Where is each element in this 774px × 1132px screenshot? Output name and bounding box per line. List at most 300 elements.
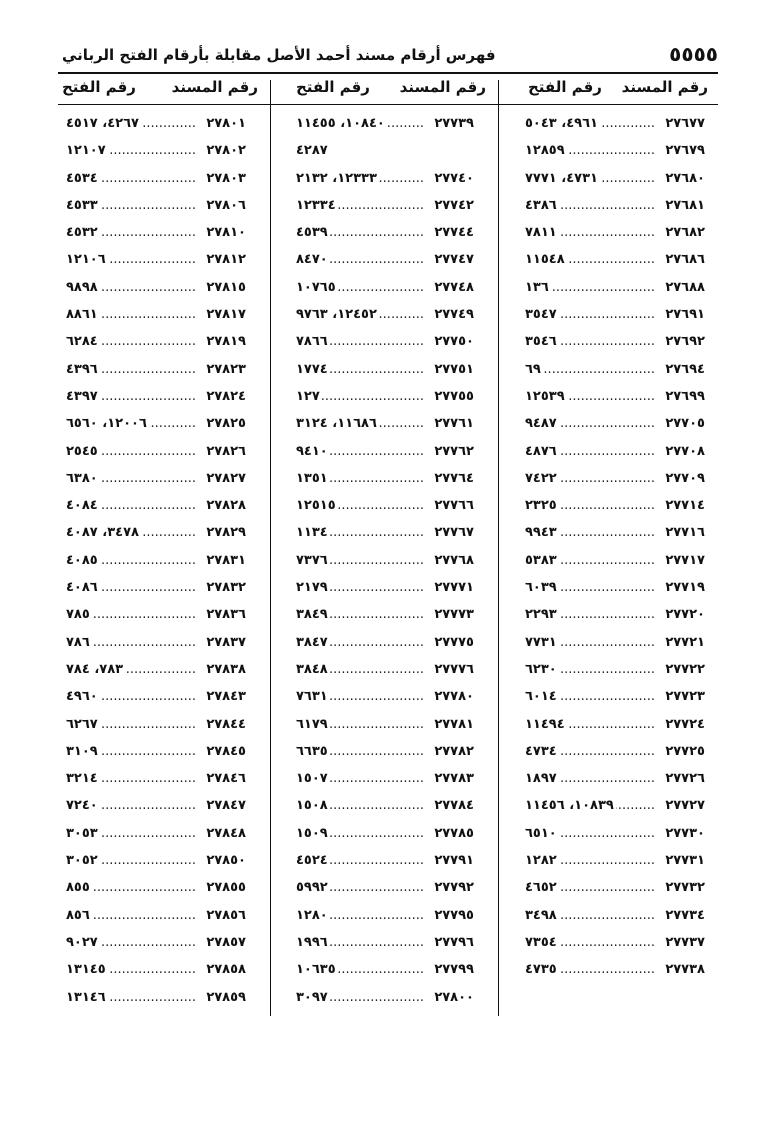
index-row xyxy=(66,629,246,656)
index-row xyxy=(296,874,474,901)
index-row xyxy=(296,765,474,792)
musnad-number: ٢٧٧٣٧ xyxy=(665,934,705,950)
musnad-number: ٢٧٦٧٧ xyxy=(665,116,705,131)
index-row xyxy=(66,820,246,847)
index-row xyxy=(525,820,705,847)
fath-number: ٤٣٩٧ xyxy=(66,383,100,410)
index-row xyxy=(66,465,246,492)
musnad-number: ٢٧٦٩٩ xyxy=(665,388,705,404)
musnad-number: ٢٧٧٩٢ xyxy=(434,880,474,896)
fath-number: ٤٣٩٦ xyxy=(66,356,100,383)
fath-number: ٧٧٣١ xyxy=(525,629,559,656)
musnad-number: ٢٧٦٨٦ xyxy=(665,252,705,268)
fath-number: ٦٠٣٩ xyxy=(525,574,559,601)
musnad-number: ٢٧٨٣٧ xyxy=(206,634,246,650)
fath-number: ٤٥٣٢ xyxy=(66,219,100,246)
page-number: ٥٥٥٥ xyxy=(669,42,718,66)
index-row xyxy=(296,492,474,519)
musnad-number: ٢٧٧٣٩ xyxy=(434,116,474,131)
musnad-number: ٢٧٧٢٢ xyxy=(665,661,705,677)
musnad-number: ٢٧٨٣٢ xyxy=(206,580,246,596)
musnad-number: ٢٧٨٤٣ xyxy=(206,689,246,705)
fath-number: ١٢٤٥٢، ٩٧٦٣ xyxy=(296,301,379,328)
index-row xyxy=(66,874,246,901)
fath-number: ٤٥٣٣ xyxy=(66,192,100,219)
fath-number: ١٠٨٣٩، ١١٤٥٦ xyxy=(525,792,616,819)
index-row xyxy=(525,137,705,164)
index-row xyxy=(525,629,705,656)
musnad-number: ٢٧٨٢٩ xyxy=(206,525,246,541)
index-row xyxy=(296,984,474,1011)
fath-number: ١٠٨٤٠، ١١٤٥٥ xyxy=(296,110,387,137)
fath-number: ٨٥٦ xyxy=(66,902,92,929)
fath-number: ٤٧٣٤ xyxy=(525,738,559,765)
fath-number: ١٨٩٧ xyxy=(525,765,559,792)
musnad-number: ٢٧٧٦٨ xyxy=(434,552,474,568)
fath-number: ١٧٧٤ xyxy=(296,356,330,383)
index-row xyxy=(525,274,705,301)
fath-number: ٦٢٨٤ xyxy=(66,328,100,355)
index-row xyxy=(296,274,474,301)
index-row xyxy=(525,110,705,137)
fath-number: ٤٠٨٤ xyxy=(66,492,100,519)
dot-leader xyxy=(525,356,655,383)
fath-number: ٣٤٩٨ xyxy=(525,902,559,929)
musnad-number: ٢٧٧٩١ xyxy=(434,853,474,869)
fath-number: ٣٨٤٨ xyxy=(296,656,330,683)
fath-number: ٣٨٤٧ xyxy=(296,629,330,656)
index-row xyxy=(66,574,246,601)
musnad-number: ٢٧٧٣٨ xyxy=(665,962,705,978)
fath-number: ٤٩٦١، ٥٠٤٣ xyxy=(525,110,600,137)
index-row xyxy=(66,656,246,683)
musnad-number: ٢٧٨٣٨ xyxy=(206,661,246,677)
index-row xyxy=(296,356,474,383)
fath-number: ١٢٣٣٣، ٢١٣٢ xyxy=(296,165,379,192)
fath-number: ١١٦٨٦، ٣١٢٤ xyxy=(296,410,379,437)
index-row xyxy=(296,328,474,355)
index-row xyxy=(296,929,474,956)
fath-number: ٦٣٨٠ xyxy=(66,465,100,492)
index-row xyxy=(296,629,474,656)
fath-number: ٧٣٥٤ xyxy=(525,929,559,956)
fath-number: ٤٨٧٦ xyxy=(525,438,559,465)
column-header-left xyxy=(62,78,258,102)
fath-number: ٢٢٩٣ xyxy=(525,601,559,628)
index-row xyxy=(525,738,705,765)
fath-number: ٧٨٣، ٧٨٤ xyxy=(66,656,125,683)
musnad-number: ٢٧٨٥٦ xyxy=(206,907,246,923)
fath-number: ٥٣٨٣ xyxy=(525,547,559,574)
fath-number: ١٢٣٣٤ xyxy=(296,192,338,219)
musnad-number: ٢٧٧٢٣ xyxy=(665,689,705,705)
index-row xyxy=(66,438,246,465)
index-row xyxy=(296,519,474,546)
fath-number: ٣٥٤٦ xyxy=(525,328,559,355)
fath-number: ١١٤٩٤ xyxy=(525,711,567,738)
fath-number: ١٣١٤٦ xyxy=(66,984,108,1011)
fath-number: ٧٢٤٠ xyxy=(66,792,100,819)
index-row xyxy=(66,929,246,956)
index-row xyxy=(296,219,474,246)
musnad-number: ٢٧٨٤٧ xyxy=(206,798,246,814)
musnad-number: ٢٧٨٣١ xyxy=(206,552,246,568)
fath-number: ٤٦٥٢ xyxy=(525,874,559,901)
fath-number: ٤٧٣١، ٧٧٧١ xyxy=(525,165,600,192)
fath-number: ٦٠١٤ xyxy=(525,683,559,710)
musnad-number: ٢٧٧٨٥ xyxy=(434,825,474,841)
musnad-number: ٢٧٨٣٦ xyxy=(206,607,246,623)
musnad-number: ٢٧٧٥٥ xyxy=(434,388,474,404)
index-row xyxy=(525,301,705,328)
musnad-number: ٢٧٧١٧ xyxy=(665,552,705,568)
musnad-number: ٢٧٧٢١ xyxy=(665,634,705,650)
fath-number: ٩٩٤٣ xyxy=(525,519,559,546)
fath-number: ٩٤١٠ xyxy=(296,438,330,465)
index-row xyxy=(66,165,246,192)
fath-number: ٧٤٢٢ xyxy=(525,465,559,492)
index-row xyxy=(66,356,246,383)
musnad-number: ٢٧٧٢٤ xyxy=(665,716,705,732)
musnad-number: ٢٧٧٢٥ xyxy=(665,743,705,759)
fath-number: ١٣٦ xyxy=(525,274,551,301)
index-row xyxy=(66,683,246,710)
index-row xyxy=(66,492,246,519)
fath-number: ٦٢٦٧ xyxy=(66,711,100,738)
fath-number: ٢٣٢٥ xyxy=(525,492,559,519)
musnad-number: ٢٧٨١٩ xyxy=(206,334,246,350)
fath-number: ٥٩٩٢ xyxy=(296,874,330,901)
index-row xyxy=(296,847,474,874)
index-row xyxy=(296,137,474,164)
index-row xyxy=(525,792,705,819)
index-row xyxy=(296,301,474,328)
fath-number: ٤٥٣٤ xyxy=(66,165,100,192)
fath-number: ٩٨٩٨ xyxy=(66,274,100,301)
fath-number: ٨٨٦١ xyxy=(66,301,100,328)
index-column-middle xyxy=(296,110,474,1011)
index-row xyxy=(66,847,246,874)
musnad-number: ٢٧٨٤٦ xyxy=(206,771,246,787)
musnad-number: ٢٧٨١٢ xyxy=(206,252,246,268)
musnad-number: ٢٧٨٥٠ xyxy=(206,853,246,869)
musnad-number: ٢٧٧٢٦ xyxy=(665,771,705,787)
fath-number: ٣٥٤٧ xyxy=(525,301,559,328)
fath-number: ٦٥١٠ xyxy=(525,820,559,847)
fath-number: ٣٠٥٣ xyxy=(66,820,100,847)
index-row xyxy=(525,574,705,601)
index-column-left xyxy=(66,110,246,1011)
musnad-number: ٢٧٧٣٠ xyxy=(665,825,705,841)
page-title: فهرس أرقام مسند أحمد الأصل مقابلة بأرقام الفتح الرباني xyxy=(62,46,496,64)
index-row xyxy=(296,601,474,628)
index-row xyxy=(296,711,474,738)
musnad-number: ٢٧٨٠٣ xyxy=(206,170,246,186)
index-row xyxy=(296,410,474,437)
index-row xyxy=(296,956,474,983)
musnad-number: ٢٧٧٧٦ xyxy=(434,661,474,677)
index-row xyxy=(525,601,705,628)
index-row xyxy=(296,192,474,219)
fath-number: ١٢٠٠٦، ٦٥٦٠ xyxy=(66,410,149,437)
musnad-number: ٢٧٧٦٧ xyxy=(434,525,474,541)
index-row xyxy=(525,192,705,219)
index-row xyxy=(525,356,705,383)
index-row xyxy=(66,192,246,219)
fath-number: ٩٤٨٧ xyxy=(525,410,559,437)
musnad-number: ٢٧٨٢٣ xyxy=(206,361,246,377)
musnad-number: ٢٧٧٥١ xyxy=(434,361,474,377)
musnad-number: ٢٧٨٢٤ xyxy=(206,388,246,404)
musnad-number: ٢٧٨٠٠ xyxy=(434,989,474,1005)
musnad-number: ٢٧٧٢٧ xyxy=(665,798,705,814)
fath-number: ١٥٠٩ xyxy=(296,820,330,847)
musnad-number: ٢٧٨٢٧ xyxy=(206,470,246,486)
index-row xyxy=(66,984,246,1011)
fath-number: ٤٣٨٦ xyxy=(525,192,559,219)
index-row xyxy=(66,328,246,355)
musnad-number: ٢٧٧٦١ xyxy=(434,416,474,432)
index-row xyxy=(296,110,474,137)
index-row xyxy=(296,383,474,410)
fath-number: ٤٥٣٩ xyxy=(296,219,330,246)
musnad-number: ٢٧٨٢٨ xyxy=(206,498,246,514)
musnad-number: ٢٧٧٠٥ xyxy=(665,416,705,432)
musnad-number: ٢٧٧٧٥ xyxy=(434,634,474,650)
fath-number: ١٥٠٨ xyxy=(296,792,330,819)
index-row xyxy=(296,738,474,765)
musnad-number: ٢٧٧٧٣ xyxy=(434,607,474,623)
fath-number: ٧٦٣١ xyxy=(296,683,330,710)
fath-number: ١٠٧٦٥ xyxy=(296,274,338,301)
musnad-number: ٢٧٦٩٤ xyxy=(665,361,705,377)
index-row xyxy=(525,219,705,246)
musnad-number: ٢٧٧٨١ xyxy=(434,716,474,732)
musnad-number: ٢٧٨١٥ xyxy=(206,279,246,295)
musnad-number: ٢٧٨٤٨ xyxy=(206,825,246,841)
index-row xyxy=(66,738,246,765)
musnad-number: ٢٧٧١٩ xyxy=(665,580,705,596)
index-row xyxy=(296,438,474,465)
fath-number: ١١٣٤ xyxy=(296,519,330,546)
musnad-number: ٢٧٧٦٢ xyxy=(434,443,474,459)
header-musnad-label: رقم المسند xyxy=(171,78,258,96)
musnad-number: ٢٧٧٩٩ xyxy=(434,962,474,978)
fath-number: ٦١٧٩ xyxy=(296,711,330,738)
index-row xyxy=(525,874,705,901)
index-row xyxy=(66,792,246,819)
index-row xyxy=(66,956,246,983)
fath-number: ١٢١٠٧ xyxy=(66,137,108,164)
fath-number: ٦٦٣٥ xyxy=(296,738,330,765)
index-row xyxy=(525,683,705,710)
musnad-number: ٢٧٨٥٨ xyxy=(206,962,246,978)
index-row xyxy=(525,328,705,355)
fath-number: ٣٤٧٨، ٤٠٨٧ xyxy=(66,519,141,546)
musnad-number: ٢٧٧٨٤ xyxy=(434,798,474,814)
index-row xyxy=(296,165,474,192)
fath-number: ٤٩٦٠ xyxy=(66,683,100,710)
fath-number: ٦٩ xyxy=(525,356,543,383)
musnad-number: ٢٧٨٠٦ xyxy=(206,197,246,213)
fath-number: ١٣٥١ xyxy=(296,465,330,492)
index-row xyxy=(525,465,705,492)
musnad-number: ٢٧٧١٤ xyxy=(665,498,705,514)
index-row xyxy=(66,765,246,792)
musnad-number: ٢٧٨٢٦ xyxy=(206,443,246,459)
header-musnad-label: رقم المسند xyxy=(399,78,486,96)
index-row xyxy=(66,519,246,546)
column-divider-left xyxy=(270,80,271,1016)
musnad-number: ٢٧٦٨١ xyxy=(665,197,705,213)
fath-number: ٤٢٨٧ xyxy=(296,137,330,164)
index-row xyxy=(66,274,246,301)
fath-number: ٤٠٨٥ xyxy=(66,547,100,574)
index-row xyxy=(66,711,246,738)
fath-number: ٣٠٩٧ xyxy=(296,984,330,1011)
musnad-number: ٢٧٨٢٥ xyxy=(206,416,246,432)
musnad-number: ٢٧٧٨٢ xyxy=(434,743,474,759)
musnad-number: ٢٧٧٤٢ xyxy=(434,197,474,213)
fath-number: ٧٨٦٦ xyxy=(296,328,330,355)
index-row xyxy=(66,137,246,164)
fath-number: ٤٥٢٤ xyxy=(296,847,330,874)
header-divider xyxy=(58,104,718,105)
index-row xyxy=(66,301,246,328)
page-header xyxy=(58,38,718,74)
musnad-number: ٢٧٧٣٤ xyxy=(665,907,705,923)
fath-number: ٤٧٣٥ xyxy=(525,956,559,983)
index-row xyxy=(296,465,474,492)
musnad-number: ٢٧٧٢٠ xyxy=(665,607,705,623)
musnad-number: ٢٧٧٤٨ xyxy=(434,279,474,295)
musnad-number: ٢٧٦٩١ xyxy=(665,307,705,323)
index-row xyxy=(296,902,474,929)
fath-number: ١٠٦٣٥ xyxy=(296,956,338,983)
index-row xyxy=(525,246,705,273)
index-row xyxy=(296,683,474,710)
musnad-number: ٢٧٧٦٦ xyxy=(434,498,474,514)
fath-number: ٣٠٥٢ xyxy=(66,847,100,874)
musnad-number: ٢٧٧٩٥ xyxy=(434,907,474,923)
column-divider-right xyxy=(498,80,499,1016)
index-row xyxy=(525,165,705,192)
index-row xyxy=(66,547,246,574)
fath-number: ١٢٨٥٩ xyxy=(525,137,567,164)
column-header-middle xyxy=(296,78,486,102)
musnad-number: ٢٧٧٠٨ xyxy=(665,443,705,459)
fath-number: ١٢٧ xyxy=(296,383,322,410)
index-row xyxy=(525,438,705,465)
index-row xyxy=(525,656,705,683)
fath-number: ٣٨٤٩ xyxy=(296,601,330,628)
header-fath-label: رقم الفتح xyxy=(528,78,602,96)
index-row xyxy=(525,765,705,792)
musnad-number: ٢٧٦٨٢ xyxy=(665,225,705,241)
fath-number: ١١٥٤٨ xyxy=(525,246,567,273)
index-row xyxy=(66,902,246,929)
index-row xyxy=(66,246,246,273)
musnad-number: ٢٧٨٤٤ xyxy=(206,716,246,732)
index-row xyxy=(66,383,246,410)
fath-number: ١٢٥٣٩ xyxy=(525,383,567,410)
index-row xyxy=(525,547,705,574)
index-row xyxy=(296,246,474,273)
musnad-number: ٢٧٦٨٨ xyxy=(665,279,705,295)
musnad-number: ٢٧٨٥٥ xyxy=(206,880,246,896)
index-row xyxy=(525,383,705,410)
musnad-number: ٢٧٨١٠ xyxy=(206,225,246,241)
fath-number: ٤٠٨٦ xyxy=(66,574,100,601)
fath-number: ٨٤٧٠ xyxy=(296,246,330,273)
header-fath-label: رقم الفتح xyxy=(62,78,136,96)
fath-number: ٢١٧٩ xyxy=(296,574,330,601)
fath-number: ٩٠٢٧ xyxy=(66,929,100,956)
musnad-number: ٢٧٧٤٤ xyxy=(434,225,474,241)
musnad-number: ٢٧٨٠٢ xyxy=(206,143,246,159)
musnad-number: ٢٧٦٧٩ xyxy=(665,143,705,159)
fath-number: ١٥٠٧ xyxy=(296,765,330,792)
index-row xyxy=(296,547,474,574)
musnad-number: ٢٧٨٤٥ xyxy=(206,743,246,759)
index-row xyxy=(525,519,705,546)
fath-number: ٢٥٤٥ xyxy=(66,438,100,465)
musnad-number: ٢٧٨٥٩ xyxy=(206,989,246,1005)
musnad-number: ٢٧٧٤٠ xyxy=(434,170,474,186)
musnad-number: ٢٧٧٨٠ xyxy=(434,689,474,705)
fath-number: ٧٨٥ xyxy=(66,601,92,628)
musnad-number: ٢٧٧٤٩ xyxy=(434,307,474,323)
musnad-number: ٢٧٧٧١ xyxy=(434,580,474,596)
musnad-number: ٢٧٦٨٠ xyxy=(665,170,705,186)
index-row xyxy=(525,711,705,738)
fath-number: ١٢٥١٥ xyxy=(296,492,338,519)
index-row xyxy=(525,492,705,519)
index-row xyxy=(296,792,474,819)
fath-number: ١٩٩٦ xyxy=(296,929,330,956)
index-row xyxy=(296,574,474,601)
musnad-number: ٢٧٧٥٠ xyxy=(434,334,474,350)
index-row xyxy=(525,929,705,956)
fath-number: ٣٢١٤ xyxy=(66,765,100,792)
index-row xyxy=(525,956,705,983)
fath-number: ١٢٨٠ xyxy=(296,902,330,929)
musnad-number: ٢٧٧٩٦ xyxy=(434,934,474,950)
index-row xyxy=(66,110,246,137)
header-musnad-label: رقم المسند xyxy=(621,78,708,96)
musnad-number: ٢٧٨١٧ xyxy=(206,307,246,323)
header-fath-label: رقم الفتح xyxy=(296,78,370,96)
fath-number: ٧٨١١ xyxy=(525,219,559,246)
musnad-number: ٢٧٧٣٢ xyxy=(665,880,705,896)
fath-number: ٦٢٣٠ xyxy=(525,656,559,683)
index-row xyxy=(525,902,705,929)
fath-number: ١٢٨٢ xyxy=(525,847,559,874)
fath-number: ٧٨٦ xyxy=(66,629,92,656)
musnad-number: ٢٧٧٣١ xyxy=(665,853,705,869)
index-row xyxy=(525,847,705,874)
index-row xyxy=(296,820,474,847)
index-row xyxy=(66,410,246,437)
fath-number: ٤٢٦٧، ٤٥١٧ xyxy=(66,110,141,137)
fath-number: ٣١٠٩ xyxy=(66,738,100,765)
index-row xyxy=(66,601,246,628)
index-row xyxy=(66,219,246,246)
index-row xyxy=(296,656,474,683)
index-column-right xyxy=(525,110,705,984)
fath-number: ١٣١٤٥ xyxy=(66,956,108,983)
fath-number: ١٢١٠٦ xyxy=(66,246,108,273)
